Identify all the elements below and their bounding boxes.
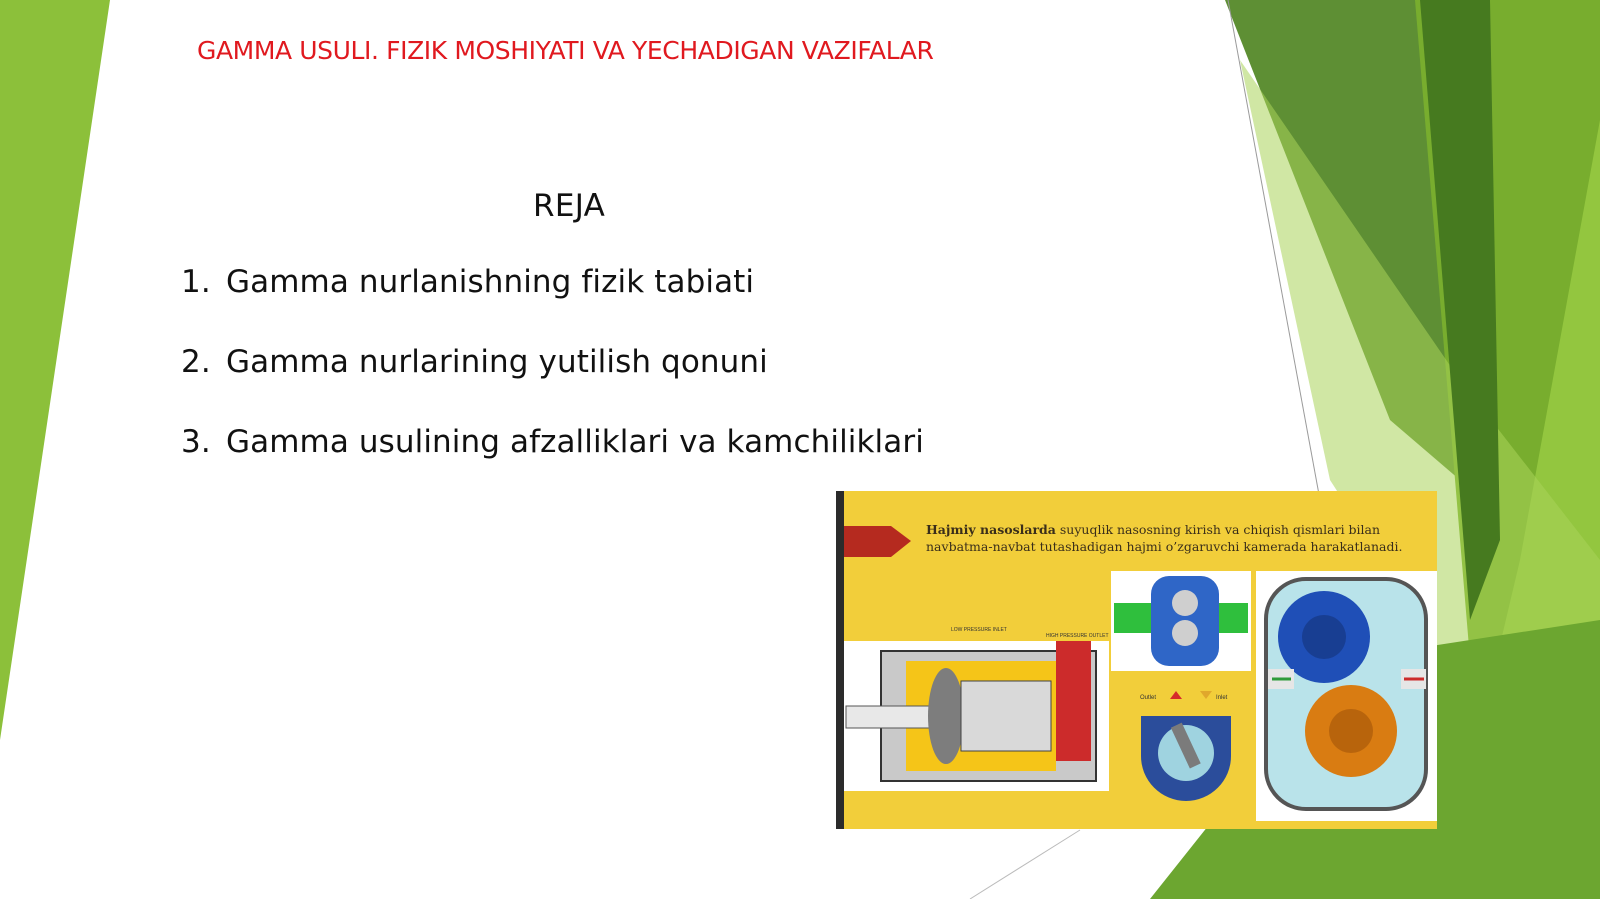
low-pressure-label: LOW PRESSURE INLET bbox=[951, 627, 1007, 633]
image-caption-line2: navbatma-navbat tutashadigan hajmi o’zgaruvchi kamerada harakatlanadi. bbox=[926, 539, 1403, 554]
decor-line bbox=[970, 830, 1080, 899]
plan-item bbox=[181, 344, 924, 424]
outlet-label: Outlet bbox=[1140, 695, 1157, 701]
plan-item bbox=[181, 424, 924, 504]
plan-item-text: Gamma usulining afzalliklari va kamchiliklari bbox=[226, 424, 924, 460]
inlet-label: Inlet bbox=[1216, 695, 1228, 701]
left-green-band bbox=[0, 0, 110, 740]
plan-list bbox=[181, 264, 924, 504]
plan-item-text: Gamma nurlanishning fizik tabiati bbox=[226, 264, 755, 300]
high-pressure-label: HIGH PRESSURE OUTLET bbox=[1046, 633, 1109, 639]
plan-item-number: 1. bbox=[181, 264, 211, 300]
plan-item-number: 3. bbox=[181, 424, 211, 460]
plan-item-number: 2. bbox=[181, 344, 211, 380]
image-caption-line1: suyuqlik nasosning kirish va chiqish qismlari bilan bbox=[1055, 522, 1381, 537]
plan-heading: REJA bbox=[533, 188, 606, 224]
plan-item-text: Gamma nurlarining yutilish qonuni bbox=[226, 344, 768, 380]
slide-title: GAMMA USULI. FIZIK MOSHIYATI VA YECHADIGAN VAZIFALAR bbox=[197, 36, 934, 65]
pump-illustration bbox=[836, 491, 1437, 829]
plan-item bbox=[181, 264, 924, 344]
image-caption-bold: Hajmiy nasoslarda bbox=[926, 522, 1056, 537]
image-caption bbox=[926, 521, 1431, 555]
